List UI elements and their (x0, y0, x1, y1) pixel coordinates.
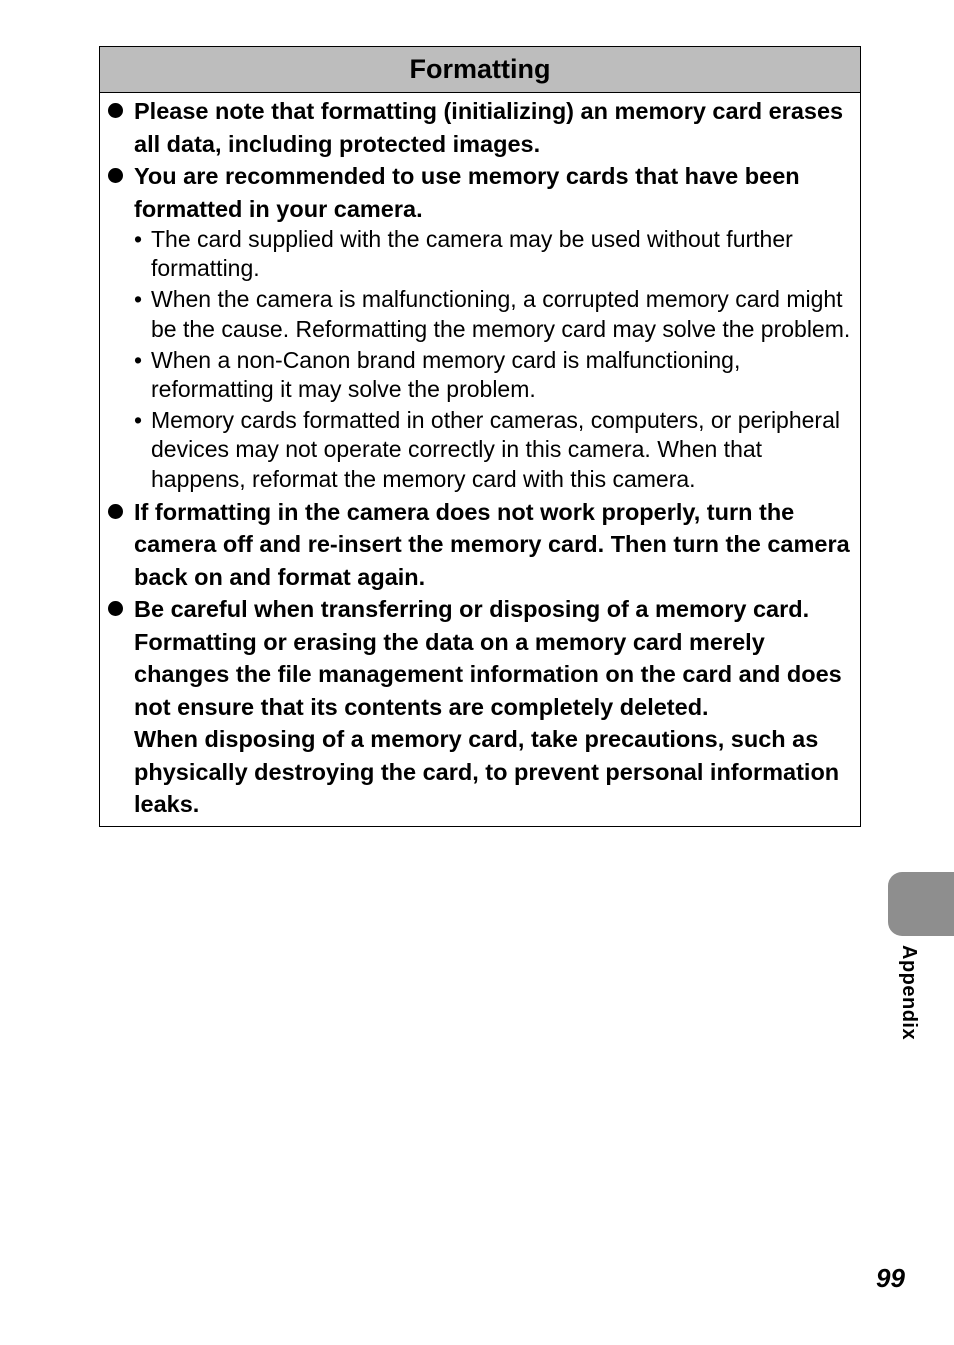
bullet-item (106, 95, 852, 160)
sub-bullet-icon: • (134, 346, 143, 373)
bullet-item (106, 496, 852, 594)
formatting-note-box (99, 46, 861, 827)
bullet-text: Please note that formatting (initializing) an memory card erases all data, including protected images. (134, 98, 844, 157)
sub-bullet-list (134, 225, 852, 494)
sub-bullet-text: When a non-Canon brand memory card is malfunctioning, reformatting it may solve the problem. (151, 346, 741, 403)
sub-bullet-item (134, 346, 852, 404)
sub-bullet-item (134, 225, 852, 283)
bullet-text: Be careful when transferring or disposing of a memory card. Formatting or erasing the data on a memory card merely changes the file management information on the card and does not ensure that its contents are completely deleted. (134, 596, 842, 720)
sub-bullet-icon: • (134, 286, 143, 313)
box-title: Formatting (100, 47, 860, 93)
sub-bullet-item (134, 406, 852, 494)
sub-bullet-text: Memory cards formatted in other cameras, computers, or peripheral devices may not operate correctly in this camera. When that happens, reformat the memory card with this camera. (151, 407, 840, 492)
bullet-icon (108, 103, 123, 118)
sub-bullet-text: When the camera is malfunctioning, a corrupted memory card might be the cause. Reformatting the memory card may solve the problem. (151, 286, 851, 342)
section-tab (888, 872, 954, 936)
page-number: 99 (876, 1263, 905, 1293)
section-tab-label: Appendix (898, 945, 920, 1041)
bullet-icon (108, 504, 123, 519)
sub-bullet-text: The card supplied with the camera may be used without further formatting. (151, 226, 793, 282)
bullet-text: If formatting in the camera does not work properly, turn the camera off and re-insert the memory card. Then turn the camera back on and format again. (134, 498, 850, 590)
sub-bullet-item (134, 285, 852, 343)
bullet-icon (108, 601, 123, 616)
sub-bullet-icon: • (134, 226, 143, 252)
bullet-text: You are recommended to use memory cards that have been formatted in your camera. (134, 163, 800, 222)
bullet-item (106, 160, 852, 225)
box-body (100, 93, 860, 826)
bullet-text-continued: When disposing of a memory card, take precautions, such as physically destroying the card, to prevent personal information leaks. (134, 726, 840, 818)
sub-bullet-icon: • (134, 407, 143, 434)
bullet-item (106, 593, 852, 821)
bullet-icon (108, 168, 123, 183)
